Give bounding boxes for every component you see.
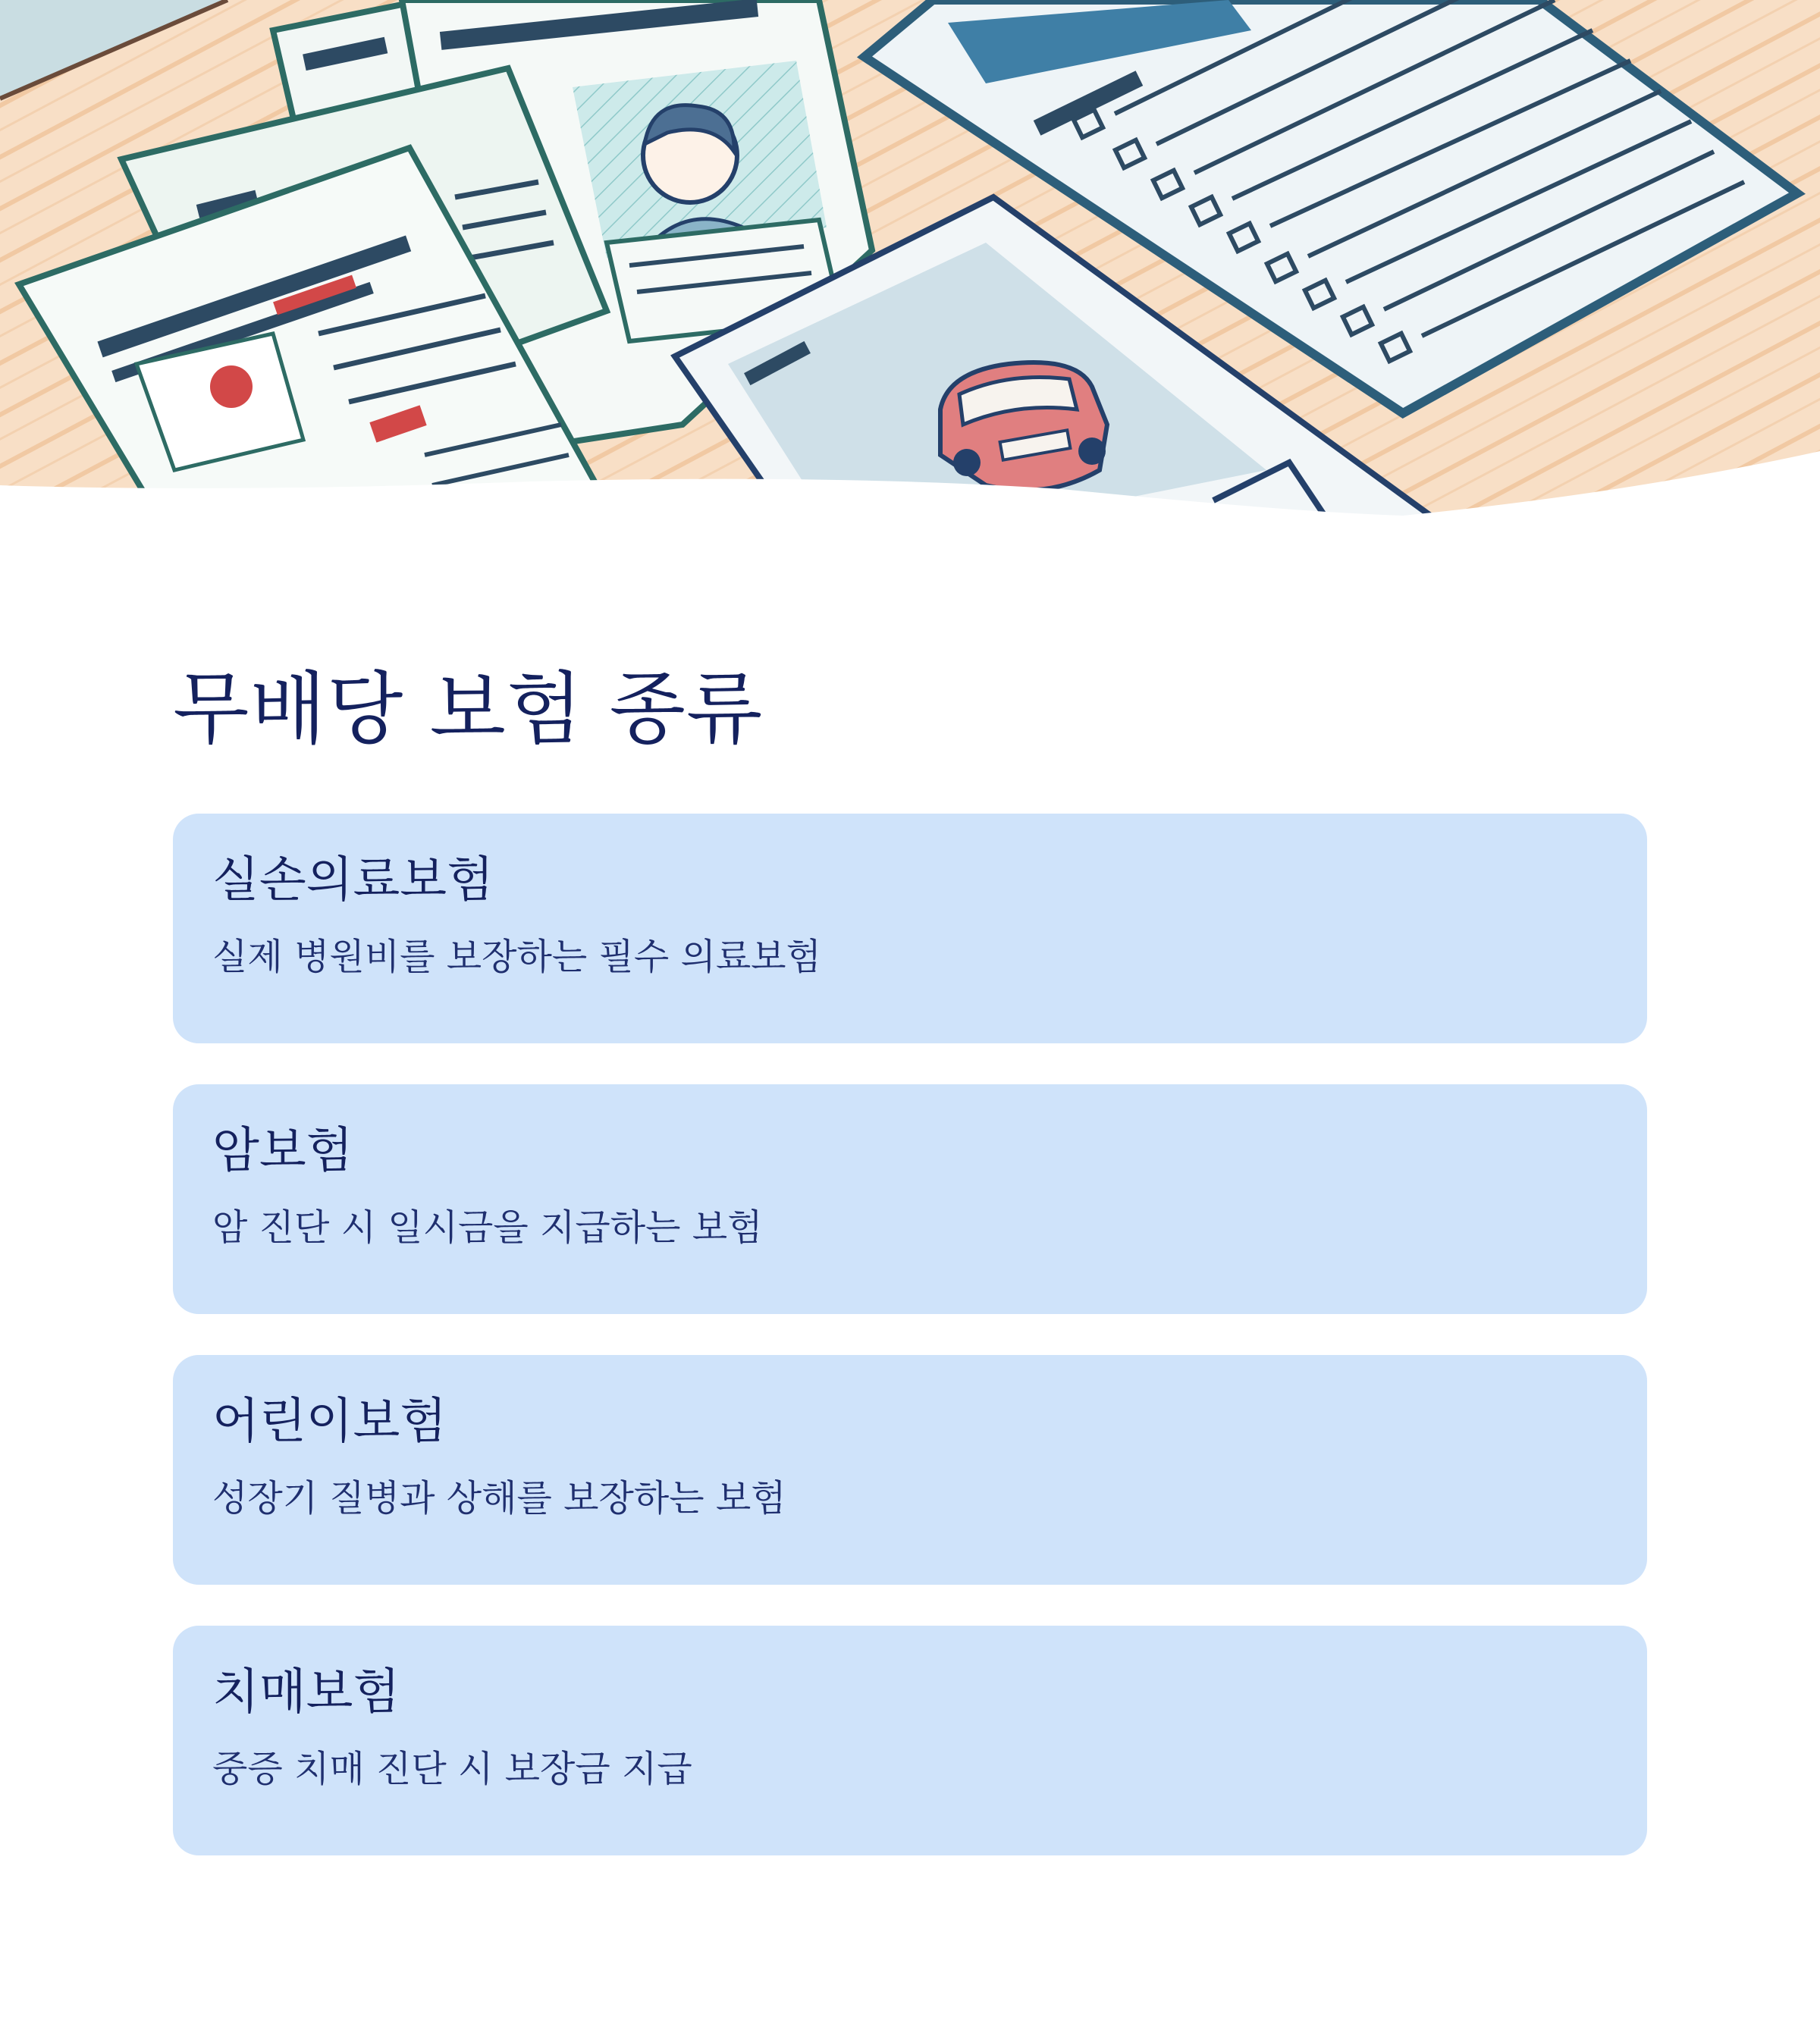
section-title: 무배당 보험 종류 [173, 663, 764, 755]
card-title: 치매보험 [212, 1664, 400, 1720]
insurance-card-dementia[interactable] [173, 1626, 1647, 1855]
card-description: 성장기 질병과 상해를 보장하는 보험 [212, 1477, 786, 1520]
insurance-card-list [173, 814, 1647, 1896]
insurance-card-medical[interactable] [173, 814, 1647, 1043]
card-title: 실손의료보험 [212, 852, 494, 908]
card-description: 중증 치매 진단 시 보장금 지급 [212, 1748, 692, 1790]
card-description: 암 진단 시 일시금을 지급하는 보험 [212, 1206, 763, 1249]
insurance-types-section [173, 660, 1647, 1790]
card-description: 실제 병원비를 보장하는 필수 의료보험 [212, 936, 821, 978]
hero-illustration [0, 0, 1820, 531]
insurance-card-cancer[interactable] [173, 1084, 1647, 1314]
card-title: 암보험 [212, 1123, 353, 1179]
insurance-card-children[interactable] [173, 1355, 1647, 1585]
card-title: 어린이보험 [212, 1394, 447, 1450]
insurance-documents-illustration [0, 0, 1820, 531]
